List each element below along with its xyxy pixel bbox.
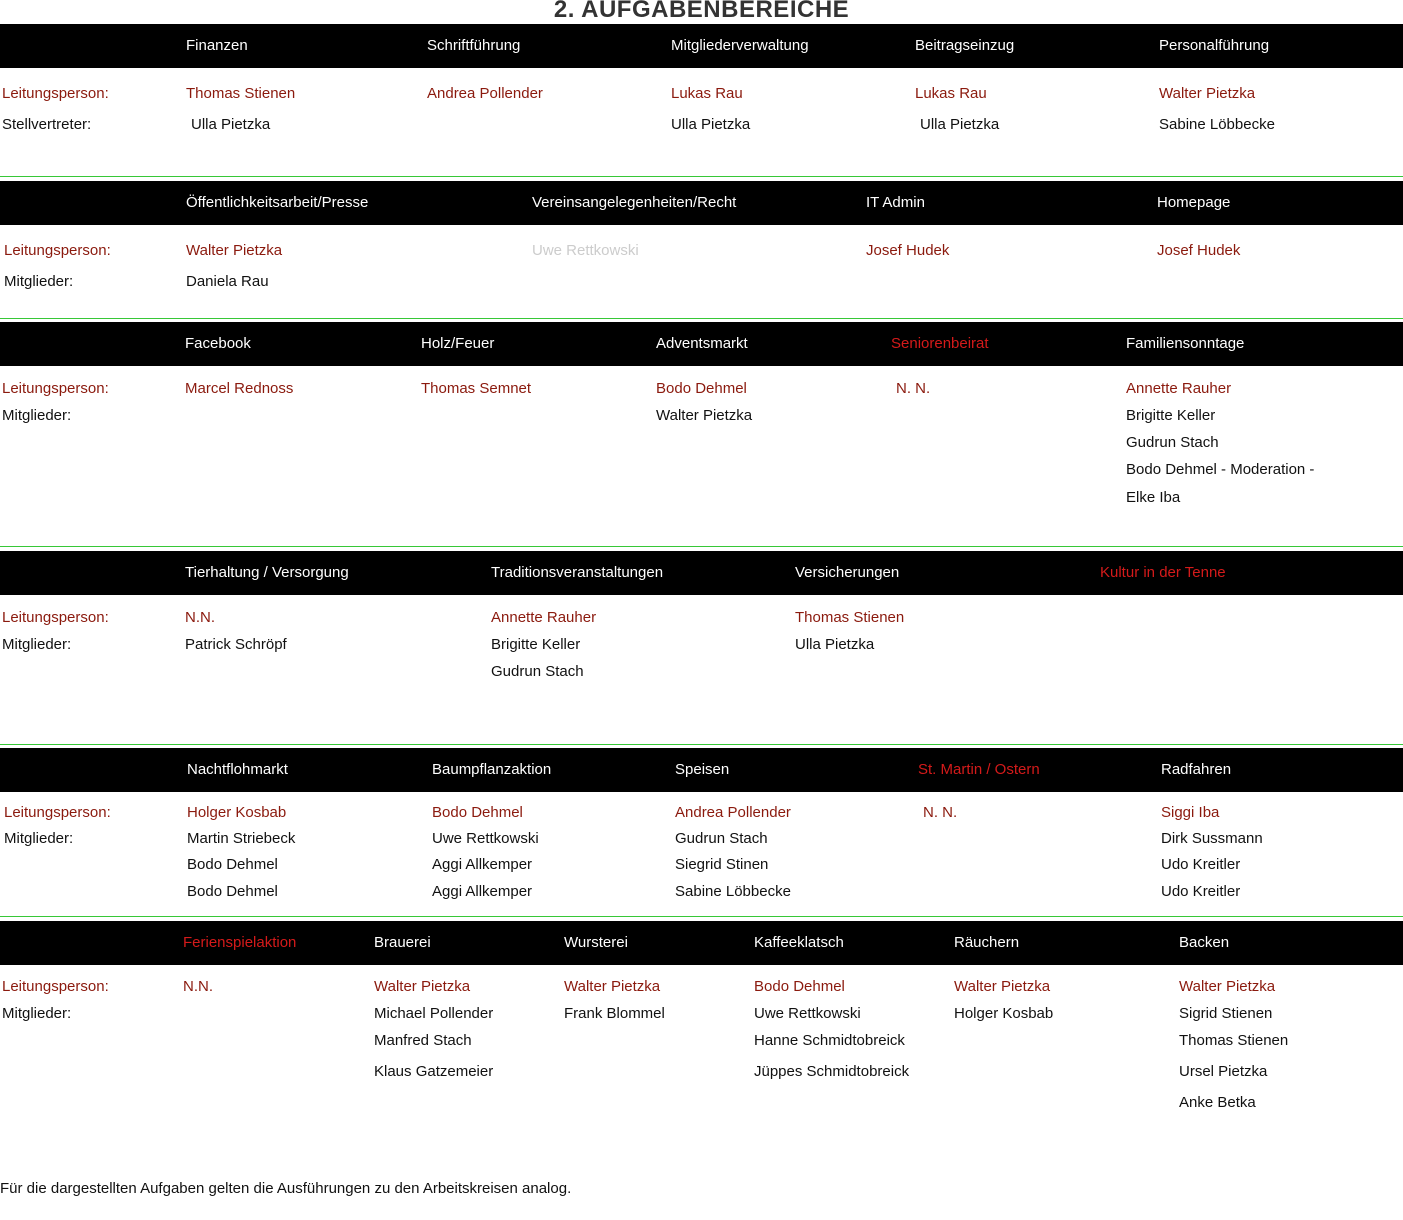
column-header-radfahren: Radfahren <box>1161 761 1232 778</box>
member-familiensonntage: Elke Iba <box>1126 489 1181 506</box>
member-speisen: Siegrid Stinen <box>675 856 769 873</box>
lead-row-label: Leitungsperson: <box>2 978 109 995</box>
member-traditionsveranstaltungen: Brigitte Keller <box>491 636 581 653</box>
lead-person-vereinsangelegenheiten-recht: Uwe Rettkowski <box>532 242 639 259</box>
column-header-homepage: Homepage <box>1157 194 1231 211</box>
member-radfahren: Udo Kreitler <box>1161 883 1241 900</box>
column-header-kultur-in-der-tenne: Kultur in der Tenne <box>1100 564 1226 581</box>
lead-person-backen: Walter Pietzka <box>1179 978 1276 995</box>
member-traditionsveranstaltungen: Gudrun Stach <box>491 663 584 680</box>
lead-person-adventsmarkt: Bodo Dehmel <box>656 380 747 397</box>
lead-person-beitragseinzug: Lukas Rau <box>915 85 987 102</box>
column-header-baumpflanzaktion: Baumpflanzaktion <box>432 761 552 778</box>
column-header-ferienspielaktion: Ferienspielaktion <box>183 934 297 951</box>
page-title: 2. AUFGABENBEREICHE <box>553 0 850 23</box>
member-oeffentlichkeitsarbeit-presse: Daniela Rau <box>186 273 269 290</box>
member-backen: Ursel Pietzka <box>1179 1063 1268 1080</box>
column-header-traditionsveranstaltungen: Traditionsveranstaltungen <box>491 564 664 581</box>
lead-row-label: Leitungsperson: <box>2 380 109 397</box>
lead-person-nachtflohmarkt: Holger Kosbab <box>187 804 287 821</box>
column-header-brauerei: Brauerei <box>374 934 431 951</box>
member-brauerei: Klaus Gatzemeier <box>374 1063 494 1080</box>
member-versicherungen: Ulla Pietzka <box>795 636 875 653</box>
member-kaffeeklatsch: Hanne Schmidtobreick <box>754 1032 905 1049</box>
member-tierhaltung-versorgung: Patrick Schröpf <box>185 636 287 653</box>
column-header-familiensonntage: Familiensonntage <box>1126 335 1245 352</box>
column-header-personalfuehrung: Personalführung <box>1159 37 1270 54</box>
deputy-beitragseinzug: Ulla Pietzka <box>920 116 1000 133</box>
member-nachtflohmarkt: Martin Striebeck <box>187 830 296 847</box>
member-baumpflanzaktion: Aggi Allkemper <box>432 856 533 873</box>
column-header-versicherungen: Versicherungen <box>795 564 900 581</box>
lead-person-speisen: Andrea Pollender <box>675 804 791 821</box>
lead-person-personalfuehrung: Walter Pietzka <box>1159 85 1256 102</box>
column-header-nachtflohmarkt: Nachtflohmarkt <box>187 761 288 778</box>
column-header-wursterei: Wursterei <box>564 934 628 951</box>
column-header-speisen: Speisen <box>675 761 730 778</box>
member-nachtflohmarkt: Bodo Dehmel <box>187 856 278 873</box>
member-baumpflanzaktion: Aggi Allkemper <box>432 883 533 900</box>
member-backen: Sigrid Stienen <box>1179 1005 1273 1022</box>
column-header-it-admin: IT Admin <box>866 194 925 211</box>
lead-person-holz-feuer: Thomas Semnet <box>421 380 532 397</box>
column-header-adventsmarkt: Adventsmarkt <box>656 335 748 352</box>
member-raeuchern: Holger Kosbab <box>954 1005 1054 1022</box>
column-header-facebook: Facebook <box>185 335 251 352</box>
footer-note: Für die dargestellten Aufgaben gelten die Ausführungen zu den Arbeitskreisen analog. <box>0 1180 572 1197</box>
column-header-beitragseinzug: Beitragseinzug <box>915 37 1015 54</box>
member-brauerei: Michael Pollender <box>374 1005 494 1022</box>
lead-person-finanzen: Thomas Stienen <box>186 85 296 102</box>
column-header-tierhaltung-versorgung: Tierhaltung / Versorgung <box>185 564 349 581</box>
members-row-label: Mitglieder: <box>4 830 74 847</box>
member-backen: Anke Betka <box>1179 1094 1256 1111</box>
lead-person-radfahren: Siggi Iba <box>1161 804 1220 821</box>
column-header-schriftfuehrung: Schriftführung <box>427 37 521 54</box>
section-divider <box>0 546 1403 547</box>
lead-person-oeffentlichkeitsarbeit-presse: Walter Pietzka <box>186 242 283 259</box>
members-row-label: Mitglieder: <box>2 1005 72 1022</box>
lead-row-label: Leitungsperson: <box>2 85 109 102</box>
column-header-st-martin-ostern: St. Martin / Ostern <box>918 761 1040 778</box>
deputy-mitgliederverwaltung: Ulla Pietzka <box>671 116 751 133</box>
lead-person-it-admin: Josef Hudek <box>866 242 950 259</box>
lead-person-facebook: Marcel Rednoss <box>185 380 294 397</box>
lead-person-traditionsveranstaltungen: Annette Rauher <box>491 609 597 626</box>
member-kaffeeklatsch: Uwe Rettkowski <box>754 1005 861 1022</box>
section-divider <box>0 744 1403 745</box>
column-header-mitgliederverwaltung: Mitgliederverwaltung <box>671 37 809 54</box>
lead-person-ferienspielaktion: N.N. <box>183 978 213 995</box>
column-header-raeuchern: Räuchern <box>954 934 1020 951</box>
member-wursterei: Frank Blommel <box>564 1005 665 1022</box>
member-nachtflohmarkt: Bodo Dehmel <box>187 883 278 900</box>
member-familiensonntage: Gudrun Stach <box>1126 434 1219 451</box>
member-kaffeeklatsch: Jüppes Schmidtobreick <box>754 1063 910 1080</box>
lead-person-seniorenbeirat: N. N. <box>896 380 931 397</box>
column-header-vereinsangelegenheiten-recht: Vereinsangelegenheiten/Recht <box>532 194 737 211</box>
lead-row-label: Leitungsperson: <box>4 804 111 821</box>
lead-person-schriftfuehrung: Andrea Pollender <box>427 85 543 102</box>
lead-person-tierhaltung-versorgung: N.N. <box>185 609 215 626</box>
lead-person-baumpflanzaktion: Bodo Dehmel <box>432 804 523 821</box>
member-radfahren: Udo Kreitler <box>1161 856 1241 873</box>
section-divider <box>0 916 1403 917</box>
members-row-label: Mitglieder: <box>2 636 72 653</box>
lead-person-brauerei: Walter Pietzka <box>374 978 471 995</box>
member-speisen: Sabine Löbbecke <box>675 883 791 900</box>
lead-row-label: Leitungsperson: <box>2 609 109 626</box>
member-familiensonntage: Bodo Dehmel - Moderation - <box>1126 461 1315 478</box>
deputy-finanzen: Ulla Pietzka <box>191 116 271 133</box>
lead-person-familiensonntage: Annette Rauher <box>1126 380 1232 397</box>
lead-person-raeuchern: Walter Pietzka <box>954 978 1051 995</box>
column-header-holz-feuer: Holz/Feuer <box>421 335 495 352</box>
member-radfahren: Dirk Sussmann <box>1161 830 1263 847</box>
members-row-label: Mitglieder: <box>4 273 74 290</box>
members-row-label: Mitglieder: <box>2 407 72 424</box>
section-divider <box>0 176 1403 177</box>
lead-person-wursterei: Walter Pietzka <box>564 978 661 995</box>
member-brauerei: Manfred Stach <box>374 1032 472 1049</box>
lead-person-mitgliederverwaltung: Lukas Rau <box>671 85 743 102</box>
column-header-seniorenbeirat: Seniorenbeirat <box>891 335 989 352</box>
column-header-backen: Backen <box>1179 934 1230 951</box>
column-header-finanzen: Finanzen <box>186 37 248 54</box>
member-adventsmarkt: Walter Pietzka <box>656 407 753 424</box>
member-baumpflanzaktion: Uwe Rettkowski <box>432 830 539 847</box>
section-divider <box>0 318 1403 319</box>
deputy-personalfuehrung: Sabine Löbbecke <box>1159 116 1275 133</box>
lead-person-st-martin-ostern: N. N. <box>923 804 958 821</box>
lead-row-label: Leitungsperson: <box>4 242 111 259</box>
deputy-row-label: Stellvertreter: <box>2 116 92 133</box>
member-backen: Thomas Stienen <box>1179 1032 1289 1049</box>
lead-person-homepage: Josef Hudek <box>1157 242 1241 259</box>
member-familiensonntage: Brigitte Keller <box>1126 407 1216 424</box>
lead-person-versicherungen: Thomas Stienen <box>795 609 905 626</box>
column-header-kaffeeklatsch: Kaffeeklatsch <box>754 934 844 951</box>
member-speisen: Gudrun Stach <box>675 830 768 847</box>
column-header-oeffentlichkeitsarbeit-presse: Öffentlichkeitsarbeit/Presse <box>186 194 369 211</box>
lead-person-kaffeeklatsch: Bodo Dehmel <box>754 978 845 995</box>
